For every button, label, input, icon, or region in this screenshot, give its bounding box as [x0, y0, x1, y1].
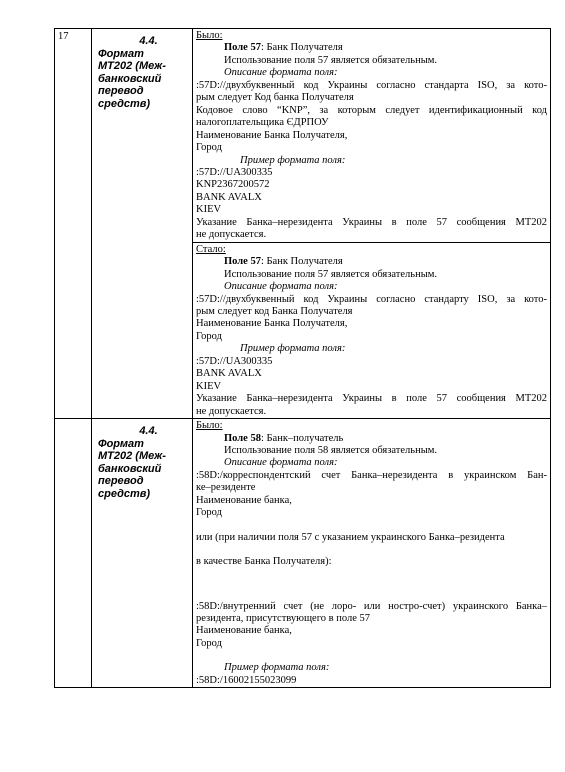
section-number: 4.4.	[139, 425, 158, 438]
alternative-line: в качестве Банка Получателя):	[196, 556, 332, 568]
now-heading: Стало:	[196, 243, 226, 255]
section-number: 4.4.	[139, 35, 158, 47]
example-line: BANK AVALX	[196, 368, 262, 380]
example-line: :57D://UA300335	[196, 355, 273, 367]
field-name: Поле 58	[224, 432, 261, 444]
table-row	[55, 29, 551, 243]
field-desc: : Банк–получатель	[260, 432, 344, 444]
was-cell	[193, 419, 551, 688]
example-title: Пример формата поля:	[240, 343, 346, 355]
field-name: Поле 57	[224, 256, 261, 268]
mandatory-note: Использование поля 57 является обязательным.	[224, 268, 438, 280]
spacer	[196, 520, 547, 532]
field-desc: : Банк Получателя	[260, 256, 343, 268]
note-line: Указание Банка–нерезидента Украины в поле 57 сообщения МТ202	[196, 393, 547, 405]
format-line: рым следует Код банка Получателя	[196, 92, 354, 104]
format-line: резидента, присутствующего в поле 57	[196, 613, 370, 625]
field-title	[196, 42, 547, 54]
section-title-line: перевод	[98, 475, 144, 488]
format-line: Наименование банка,	[196, 625, 292, 637]
mandatory-note: Использование поля 58 является обязательным.	[224, 444, 438, 456]
example-line: KIEV	[196, 380, 222, 392]
format-line: Кодовое слово “KNP”, за которым следует идентификационный код	[196, 104, 547, 116]
now-cell	[193, 242, 551, 418]
example-line: KIEV	[196, 204, 222, 216]
format-line: :57D://двухбуквенный код Украины согласно стандарту ISO, за кото-	[196, 293, 547, 305]
note-line: не допускается.	[196, 405, 267, 417]
spacer	[196, 650, 547, 662]
field-desc: : Банк Получателя	[260, 42, 343, 54]
field-title	[196, 256, 547, 268]
section-title-line: средств)	[98, 97, 151, 110]
row-number	[55, 419, 92, 688]
section-title-line: МТ202 (Меж-	[98, 450, 166, 463]
section-cell	[92, 29, 193, 419]
example-line: BANK AVALX	[196, 191, 262, 203]
format-line: :58D:/корреспондентский счет Банка–нерезидента в украинском Бан-	[196, 469, 547, 481]
format-line: налогоплательщика ЄДРПОУ	[196, 117, 329, 129]
mandatory-note: Использование поля 57 является обязательным.	[224, 54, 438, 66]
format-description-title: Описание формата поля:	[224, 67, 338, 79]
example-title: Пример формата поля:	[240, 154, 346, 166]
format-line: :57D://двухбуквенный код Украины согласно стандарта ISO, за кото-	[196, 79, 547, 91]
format-line: рым следует код Банка Получателя	[196, 305, 353, 317]
table-row	[55, 419, 551, 688]
format-description-title: Описание формата поля:	[224, 281, 338, 293]
format-description-title: Описание формата поля:	[224, 457, 338, 469]
format-line: Город	[196, 507, 222, 519]
format-line: Город	[196, 637, 222, 649]
field-title	[196, 433, 547, 445]
format-line: ке–резиденте	[196, 482, 256, 494]
was-heading: Было:	[196, 420, 223, 432]
example-line: :57D://UA300335	[196, 166, 273, 178]
change-table	[54, 28, 551, 688]
spacer	[196, 569, 547, 601]
note-line: не допускается.	[196, 229, 267, 241]
section-cell	[92, 419, 193, 688]
was-heading: Было:	[196, 30, 223, 41]
section-title-line: МТ202 (Меж-	[98, 60, 166, 72]
section-title-line: перевод	[98, 85, 144, 97]
section-title-line: банковский	[98, 72, 162, 85]
section-title-line: средств)	[98, 487, 151, 500]
example-line: :58D:/16002155023099	[196, 674, 297, 686]
section-title-line: Формат	[98, 437, 144, 450]
format-line: Наименование Банка Получателя,	[196, 318, 348, 330]
example-title: Пример формата поля:	[224, 662, 330, 674]
field-name: Поле 57	[224, 42, 261, 54]
format-line: :58D:/внутренний счет (не лоро- или ностро-счет) украинского Банка–	[196, 600, 547, 612]
format-line: Наименование банка,	[196, 494, 292, 506]
note-line: Указание Банка–нерезидента Украины в поле 57 сообщения МТ202	[196, 216, 547, 228]
example-line: KNP2367200572	[196, 179, 270, 191]
section-title-line: банковский	[98, 462, 162, 475]
alternative-line: или (при наличии поля 57 с указанием украинского Банка–резидента	[196, 531, 505, 543]
row-number: 17	[55, 29, 92, 419]
was-cell	[193, 29, 551, 243]
format-line: Город	[196, 142, 222, 154]
format-line: Город	[196, 330, 222, 342]
spacer	[196, 544, 547, 556]
format-line: Наименование Банка Получателя,	[196, 129, 348, 141]
section-title-line: Формат	[98, 47, 144, 60]
